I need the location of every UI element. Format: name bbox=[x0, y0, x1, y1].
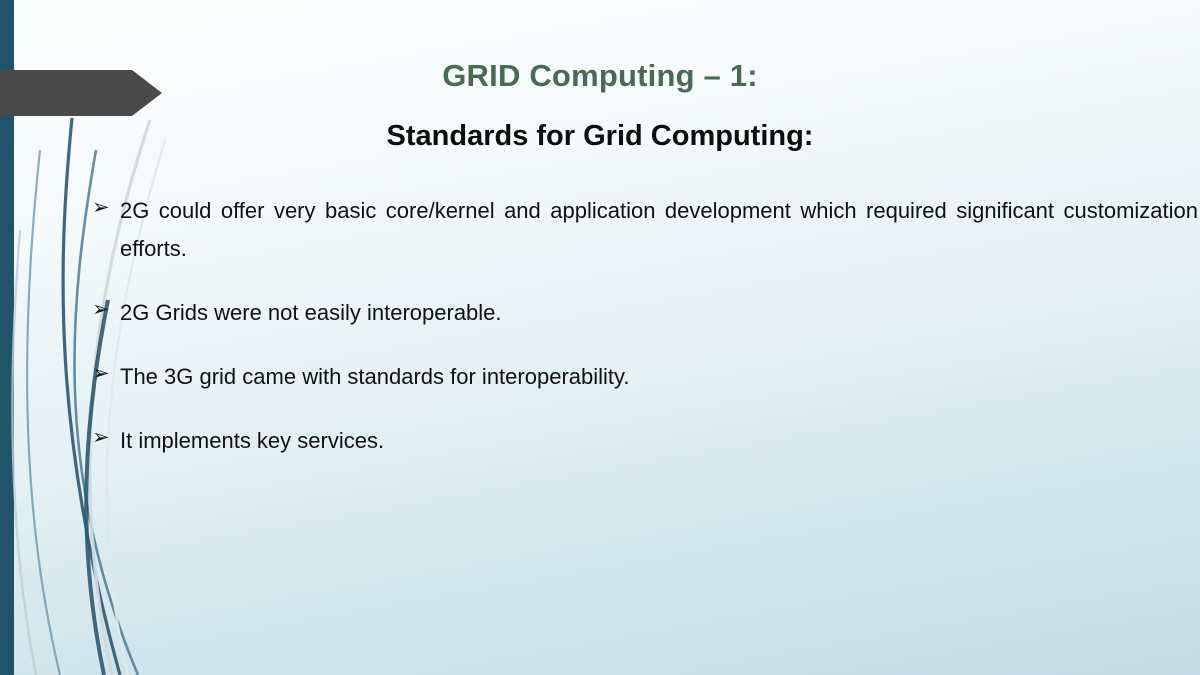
list-item bbox=[92, 422, 1200, 460]
arrow-bullet-icon: ➢ bbox=[92, 195, 110, 219]
list-item bbox=[92, 192, 1200, 268]
list-item-text: 2G could offer very basic core/kernel and application development which required significant customization efforts. bbox=[120, 198, 1198, 261]
list-item-text: 2G Grids were not easily interoperable. bbox=[120, 300, 502, 325]
list-item-text: The 3G grid came with standards for interoperability. bbox=[120, 364, 630, 389]
list-item bbox=[92, 358, 1200, 396]
page-subtitle-container bbox=[0, 120, 1200, 153]
page-title: GRID Computing – 1: bbox=[442, 58, 758, 93]
arrow-bullet-icon: ➢ bbox=[92, 425, 110, 449]
list-item bbox=[92, 294, 1200, 332]
list-item-text: It implements key services. bbox=[120, 428, 385, 453]
page-title-container bbox=[0, 58, 1200, 94]
page-subtitle: Standards for Grid Computing: bbox=[386, 120, 814, 152]
arrow-bullet-icon: ➢ bbox=[92, 297, 110, 321]
bullet-list bbox=[92, 192, 1200, 486]
arrow-bullet-icon: ➢ bbox=[92, 361, 110, 385]
